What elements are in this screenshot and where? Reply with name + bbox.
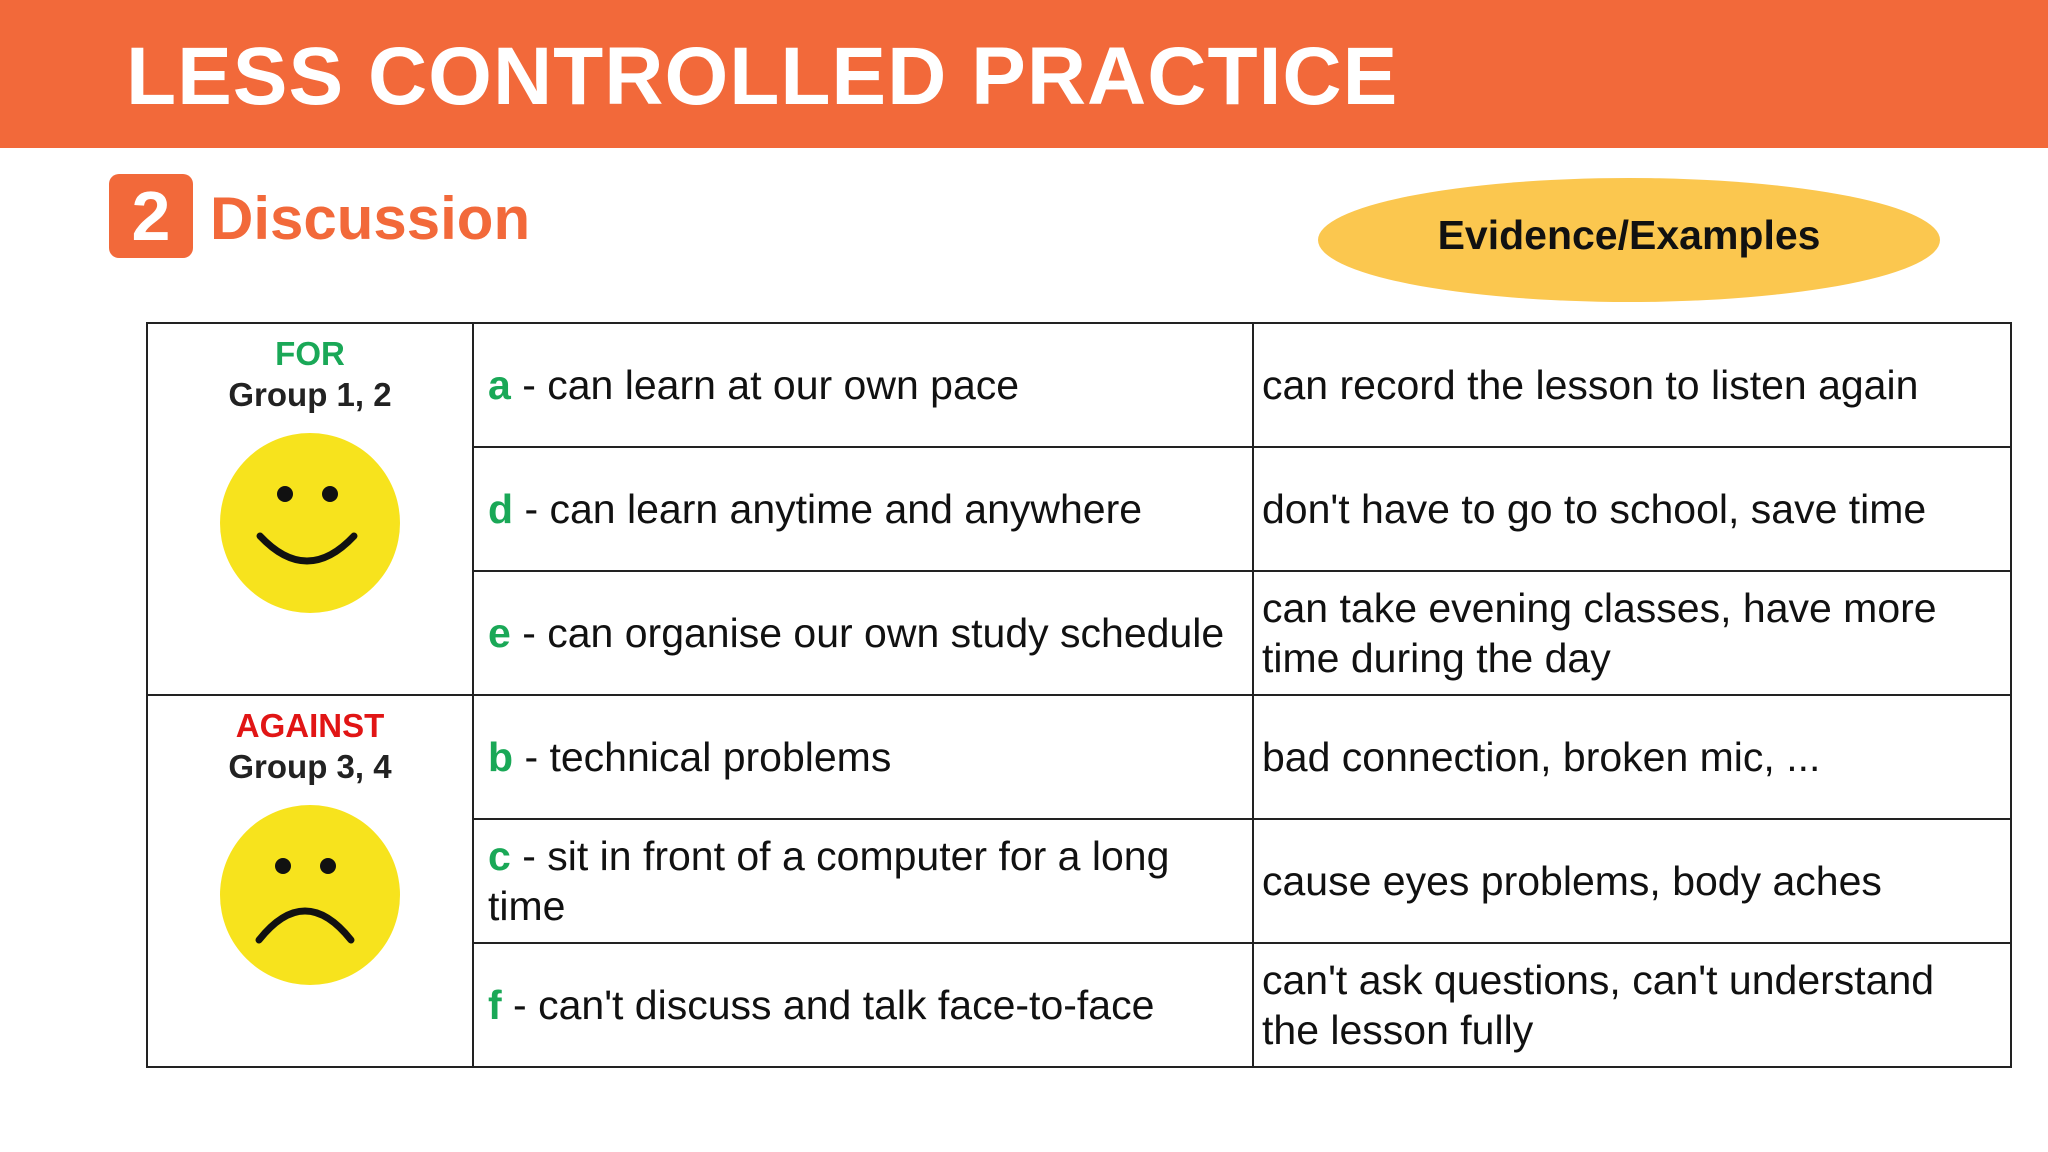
side-label-against: AGAINST <box>235 707 385 744</box>
group-cell-against <box>147 695 473 1067</box>
argument-text: - sit in front of a computer for a long time <box>488 833 1170 929</box>
evidence-cell <box>1253 571 2011 695</box>
group-label-for: Group 1, 2 <box>228 376 392 413</box>
evidence-text: can take evening classes, have more time during the day <box>1262 585 1937 681</box>
evidence-text: can record the lesson to listen again <box>1262 362 1919 408</box>
argument-cell <box>473 447 1253 571</box>
evidence-text: don't have to go to school, save time <box>1262 486 1927 532</box>
evidence-text: bad connection, broken mic, ... <box>1262 734 1821 780</box>
evidence-cell <box>1253 323 2011 447</box>
section-number-badge: 2 <box>109 174 193 258</box>
discussion-table <box>146 322 2012 1068</box>
evidence-text: cause eyes problems, body aches <box>1262 858 1882 904</box>
evidence-header-label: Evidence/Examples <box>1437 212 1821 258</box>
group-cell-for <box>147 323 473 695</box>
argument-letter: c <box>488 833 511 879</box>
argument-cell <box>473 323 1253 447</box>
table-row <box>147 323 2011 447</box>
group-label-against: Group 3, 4 <box>228 748 392 785</box>
argument-letter: b <box>488 734 514 780</box>
evidence-cell <box>1253 695 2011 819</box>
argument-text: - technical problems <box>513 734 892 780</box>
argument-text: - can learn at our own pace <box>510 362 1020 408</box>
argument-cell <box>473 819 1253 943</box>
argument-letter: e <box>488 610 511 656</box>
argument-cell <box>473 943 1253 1067</box>
evidence-text: can't ask questions, can't understand the lesson fully <box>1262 957 1935 1053</box>
argument-cell <box>473 571 1253 695</box>
side-label-for: FOR <box>275 335 345 372</box>
smiley-face-icon <box>215 428 405 618</box>
argument-cell <box>473 695 1253 819</box>
argument-letter: a <box>488 362 511 408</box>
evidence-cell <box>1253 819 2011 943</box>
argument-text: - can organise our own study schedule <box>510 610 1225 656</box>
argument-text: - can learn anytime and anywhere <box>513 486 1143 532</box>
section-title: Discussion <box>210 185 531 252</box>
sad-face-icon <box>215 800 405 990</box>
evidence-cell <box>1253 943 2011 1067</box>
table-row <box>147 695 2011 819</box>
argument-letter: f <box>488 982 502 1028</box>
evidence-cell <box>1253 447 2011 571</box>
argument-letter: d <box>488 486 514 532</box>
argument-text: - can't discuss and talk face-to-face <box>501 982 1155 1028</box>
page-title: LESS CONTROLLED PRACTICE <box>126 31 1399 122</box>
